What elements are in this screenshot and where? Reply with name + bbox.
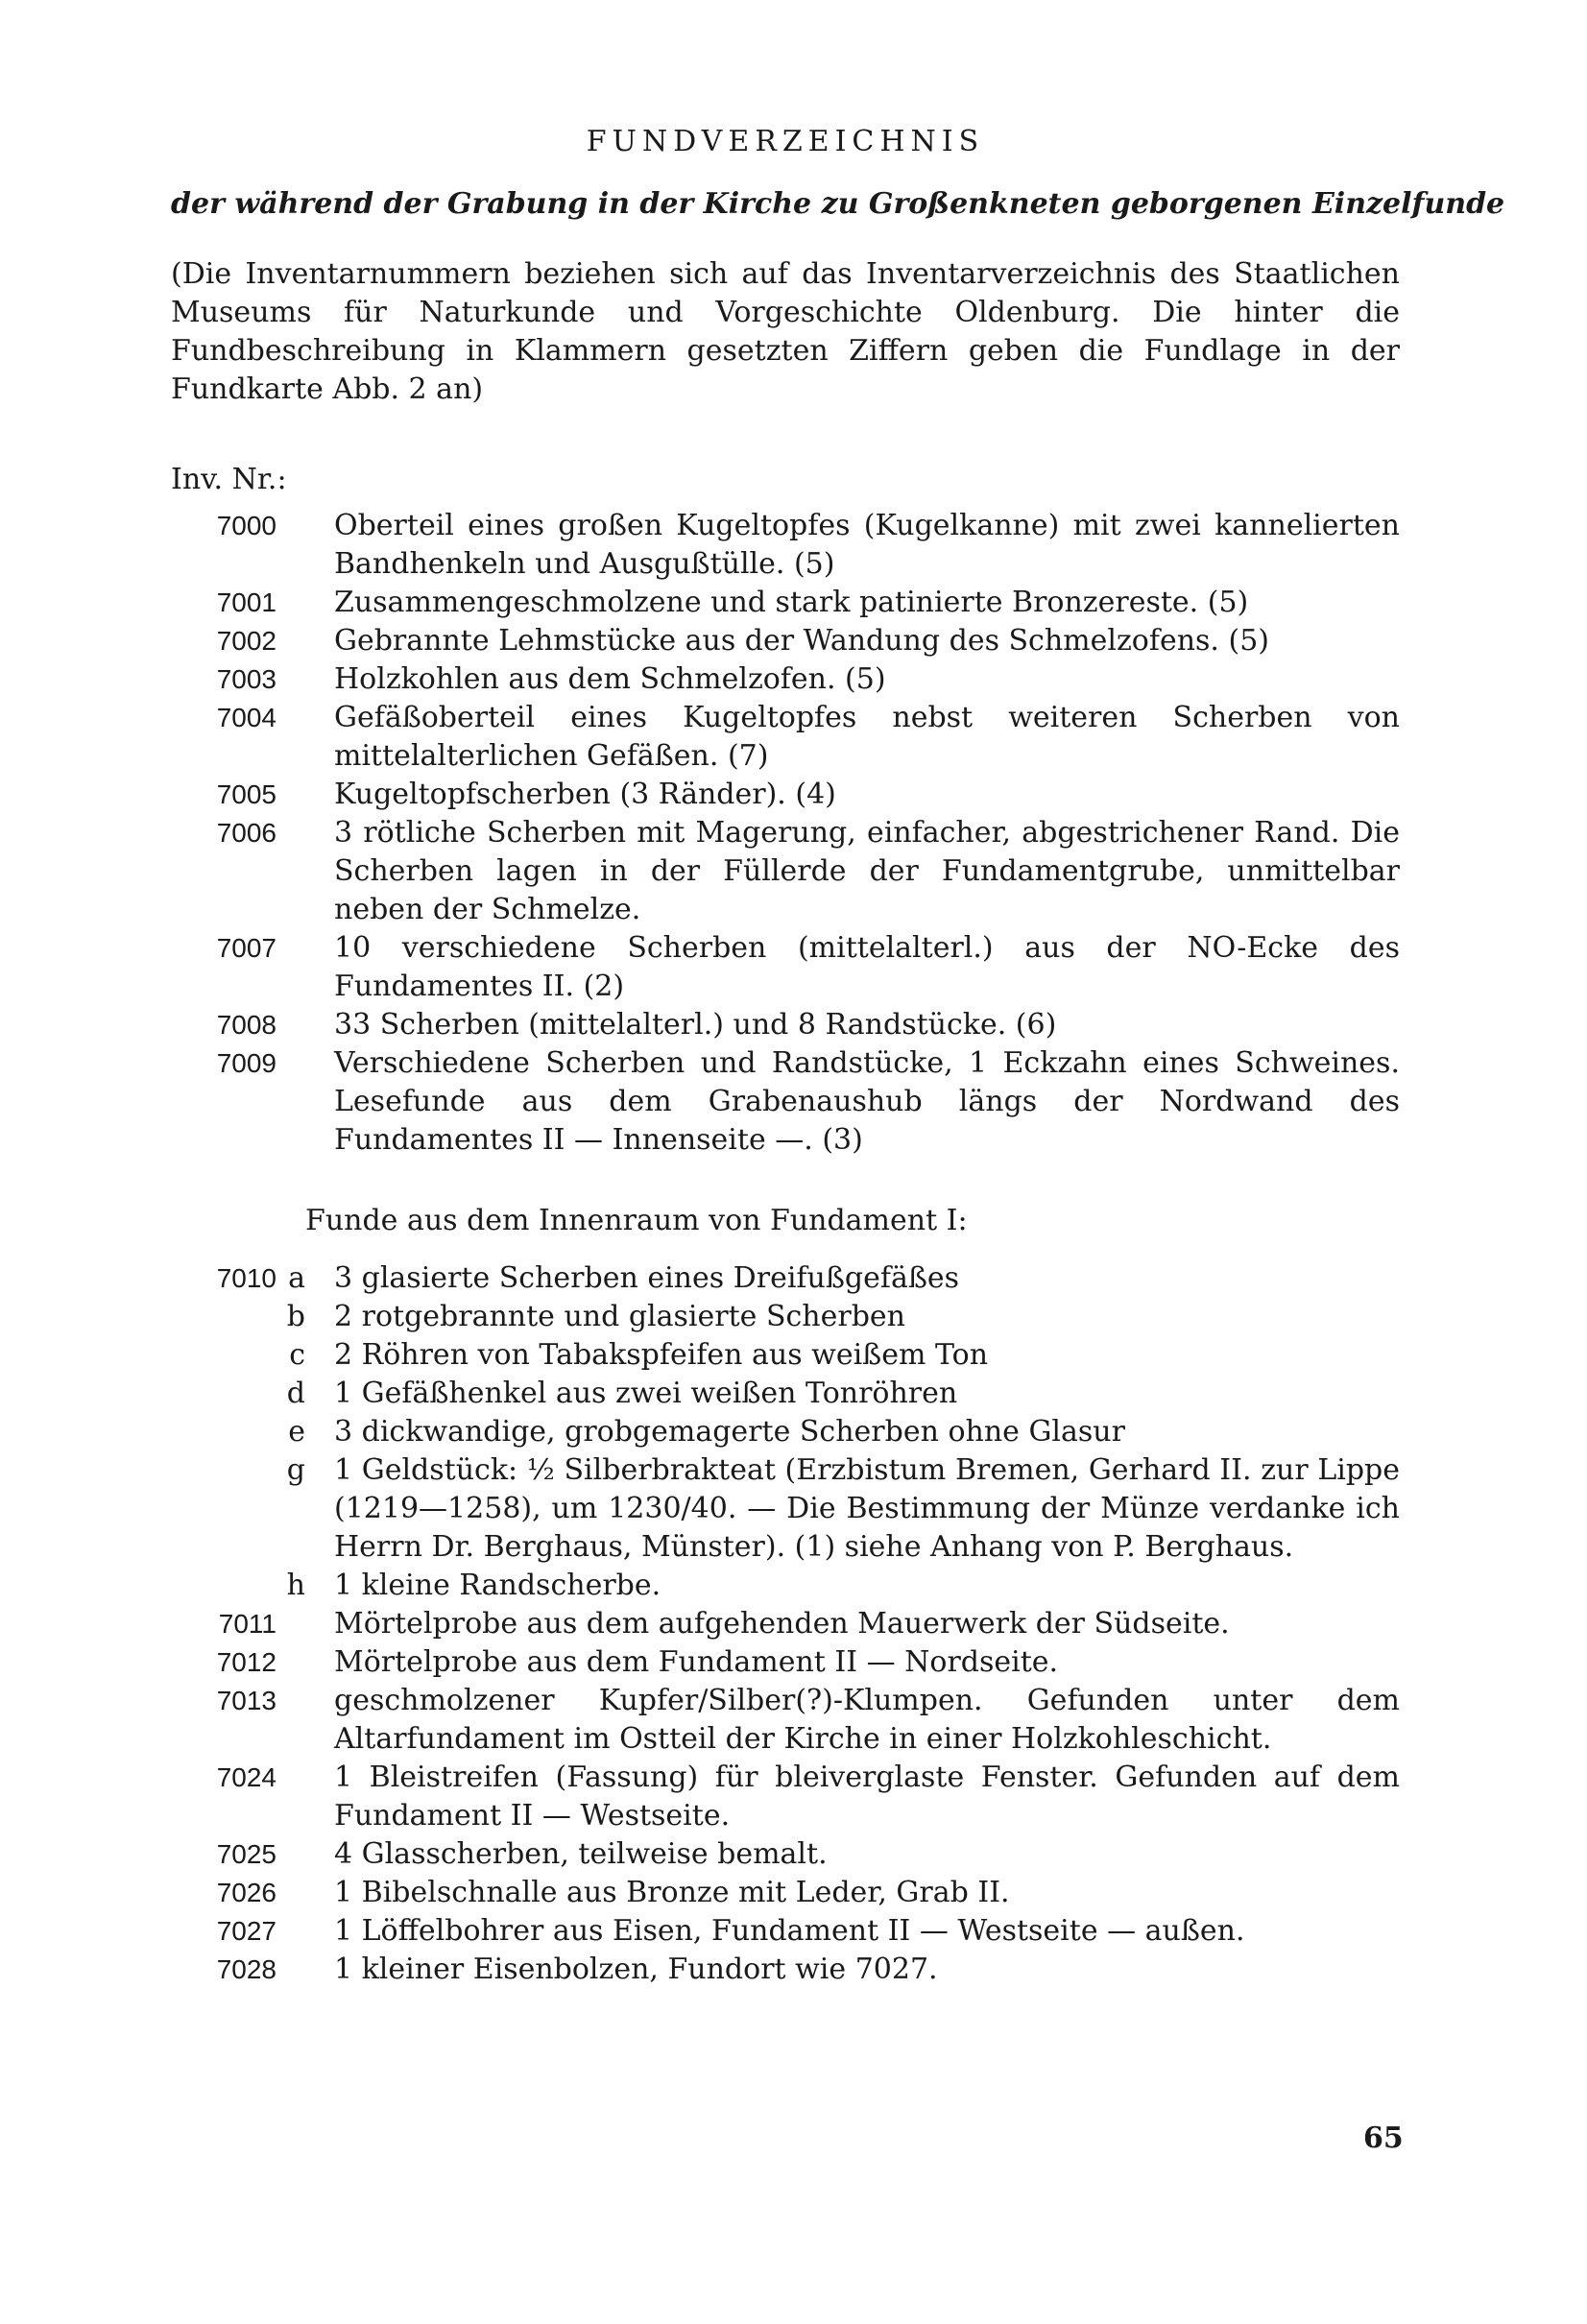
inventory-number: 7008	[216, 1010, 277, 1040]
inventory-number: 7005	[216, 779, 277, 809]
list-item	[171, 1044, 1400, 1160]
inventory-description: geschmolzener Kupfer/Silber(?)-Klumpen. Gefunden unter dem Altarfundament im Ostteil der Kirche in einer Holzkohleschicht.	[334, 1684, 1400, 1756]
inventory-description: 4 Glasscherben, teilweise bemalt.	[334, 1837, 828, 1871]
list-item	[171, 1874, 1400, 1912]
inventory-description: Holzkohlen aus dem Schmelzofen. (5)	[334, 662, 886, 696]
inventory-description: 3 rötliche Scherben mit Magerung, einfacher, abgestrichener Rand. Die Scherben lagen in der Füllerde der Fundamentgrube, unmittelbar neben der Schmelze.	[334, 816, 1400, 926]
inventory-subletter	[277, 814, 305, 929]
inventory-subletter	[277, 1682, 305, 1759]
inventory-number	[171, 1451, 277, 1567]
inventory-subletter	[277, 584, 305, 622]
inventory-description: 1 Geldstück: ½ Silberbrakteat (Erzbistum Bremen, Gerhard II. zur Lippe (1219—1258), um 1230/40. — Die Bestimmung der Münze verdanke ich Herrn Dr. Berghaus, Münster). (1) siehe Anhang von P. Berghaus.	[334, 1453, 1400, 1564]
inventory-subletter	[277, 1759, 305, 1835]
inventory-subletter	[277, 929, 305, 1006]
inventory-number: 7026	[216, 1878, 277, 1907]
list-item	[171, 814, 1400, 929]
inventory-subletter	[277, 1605, 305, 1643]
list-item	[171, 1006, 1400, 1044]
inventory-subletter	[277, 507, 305, 584]
inventory-number: 7006	[216, 818, 277, 848]
inventory-number	[171, 1336, 277, 1375]
inventory-number: 7000	[216, 511, 277, 540]
list-item	[171, 507, 1400, 584]
inventory-subletter: e	[288, 1415, 305, 1449]
intro-paragraph: (Die Inventarnummern beziehen sich auf das Inventarverzeichnis des Staatlichen Museums für Naturkunde und Vorgeschichte Oldenburg. Die hinter die Fundbeschreibung in Klammern gesetzten Ziffern geben die Fundlage in der Fundkarte Abb. 2 an)	[171, 257, 1400, 406]
inventory-number: 7002	[216, 626, 277, 656]
inventory-description: Mörtelprobe aus dem aufgehenden Mauerwerk der Südseite.	[334, 1607, 1230, 1641]
inventory-list-fundament	[171, 1259, 1400, 1989]
list-item	[171, 1413, 1400, 1451]
inventory-description: 1 Bibelschnalle aus Bronze mit Leder, Grab II.	[334, 1876, 1010, 1909]
inventory-number: 7024	[216, 1762, 277, 1792]
inventory-number	[171, 1298, 277, 1336]
inventory-subletter: g	[286, 1453, 305, 1487]
list-item	[171, 1259, 1400, 1298]
list-item	[171, 1912, 1400, 1951]
inventory-subletter: h	[286, 1569, 305, 1602]
inventory-subletter	[277, 1874, 305, 1912]
inventory-description: Gebrannte Lehmstücke aus der Wandung des Schmelzofens. (5)	[334, 624, 1269, 658]
document-subtitle: der während der Grabung in der Kirche zu Großenkneten geborgenen Einzelfunde	[171, 187, 1505, 221]
inventory-number	[171, 1375, 277, 1413]
inventory-number: 7003	[216, 664, 277, 694]
list-item	[171, 776, 1400, 814]
inventory-subletter	[277, 776, 305, 814]
inventory-number: 7027	[216, 1916, 277, 1946]
inventory-subletter	[277, 1835, 305, 1874]
inventory-number: 7028	[216, 1954, 277, 1984]
inventory-subletter: a	[288, 1261, 305, 1295]
list-item	[171, 1451, 1400, 1567]
list-item	[171, 1951, 1400, 1989]
inventory-subletter	[277, 622, 305, 660]
list-item	[171, 929, 1400, 1006]
inventory-description: 3 glasierte Scherben eines Dreifußgefäßes	[334, 1261, 960, 1295]
list-item	[171, 584, 1400, 622]
inventory-subletter	[277, 660, 305, 699]
list-item	[171, 699, 1400, 776]
inventory-description: 33 Scherben (mittelalterl.) und 8 Randstücke. (6)	[334, 1008, 1057, 1042]
inventory-description: Zusammengeschmolzene und stark patinierte Bronzereste. (5)	[334, 586, 1249, 619]
inventory-number: 7012	[216, 1647, 277, 1677]
document-title: FUNDVERZEICHNIS	[586, 125, 985, 158]
list-item	[171, 1605, 1400, 1643]
inventory-number: 7007	[216, 933, 277, 963]
list-item	[171, 1567, 1400, 1605]
inventory-number: 7001	[216, 587, 277, 617]
inventory-number	[171, 1567, 277, 1605]
inventory-description: Gefäßoberteil eines Kugeltopfes nebst weiteren Scherben von mittelalterlichen Gefäßen. (7)	[334, 701, 1400, 773]
inventory-subletter	[277, 1044, 305, 1160]
list-item	[171, 1759, 1400, 1835]
inventory-number: 7010	[216, 1263, 277, 1293]
inventory-description: 2 rotgebrannte und glasierte Scherben	[334, 1300, 906, 1333]
inventory-subletter	[277, 1006, 305, 1044]
list-item	[171, 1682, 1400, 1759]
inventory-description: 2 Röhren von Tabakspfeifen aus weißem Ton	[334, 1338, 989, 1372]
inventory-number: 7025	[216, 1839, 277, 1869]
inventory-description: Oberteil eines großen Kugeltopfes (Kugelkanne) mit zwei kannelierten Bandhenkeln und Ausgußtülle. (5)	[334, 509, 1400, 581]
inventory-description: 1 Bleistreifen (Fassung) für bleiverglaste Fenster. Gefunden auf dem Fundament II — Westseite.	[334, 1761, 1400, 1833]
inventory-description: Verschiedene Scherben und Randstücke, 1 Eckzahn eines Schweines. Lesefunde aus dem Grabenaushub längs der Nordwand des Fundamentes II — Innenseite —. (3)	[334, 1046, 1400, 1157]
inventory-description: 1 Löffelbohrer aus Eisen, Fundament II — Westseite — außen.	[334, 1914, 1245, 1948]
inventory-description: Mörtelprobe aus dem Fundament II — Nordseite.	[334, 1645, 1059, 1679]
document-page	[171, 115, 1505, 1989]
inventory-description: 3 dickwandige, grobgemagerte Scherben ohne Glasur	[334, 1415, 1125, 1449]
inventory-description: Kugeltopfscherben (3 Ränder). (4)	[334, 778, 836, 811]
inventory-subletter	[277, 699, 305, 776]
inventory-description: 1 kleiner Eisenbolzen, Fundort wie 7027.	[334, 1953, 938, 1986]
inventory-number: 7004	[216, 703, 277, 732]
page-number: 65	[1363, 2121, 1404, 2155]
inventory-subletter: b	[286, 1300, 305, 1333]
inventory-description: 1 Gefäßhenkel aus zwei weißen Tonröhren	[334, 1377, 958, 1410]
inventory-description: 1 kleine Randscherbe.	[334, 1569, 661, 1602]
list-item	[171, 1643, 1400, 1682]
list-item	[171, 660, 1400, 699]
inventory-subletter: d	[286, 1377, 305, 1410]
inventory-header: Inv. Nr.:	[171, 463, 287, 496]
inventory-subletter: c	[289, 1338, 305, 1372]
section-heading: Funde aus dem Innenraum von Fundament I:	[305, 1204, 968, 1237]
list-item	[171, 622, 1400, 660]
inventory-number: 7009	[216, 1048, 277, 1078]
inventory-list	[171, 507, 1400, 1160]
inventory-subletter	[277, 1912, 305, 1951]
inventory-subletter	[277, 1951, 305, 1989]
list-item	[171, 1298, 1400, 1336]
inventory-subletter	[277, 1643, 305, 1682]
list-item	[171, 1336, 1400, 1375]
list-item	[171, 1835, 1400, 1874]
inventory-description: 10 verschiedene Scherben (mittelalterl.) aus der NO-Ecke des Fundamentes II. (2)	[334, 931, 1400, 1003]
list-item	[171, 1375, 1400, 1413]
inventory-number: 7013	[216, 1686, 277, 1715]
inventory-number: 7011	[218, 1609, 277, 1639]
inventory-number	[171, 1413, 277, 1451]
